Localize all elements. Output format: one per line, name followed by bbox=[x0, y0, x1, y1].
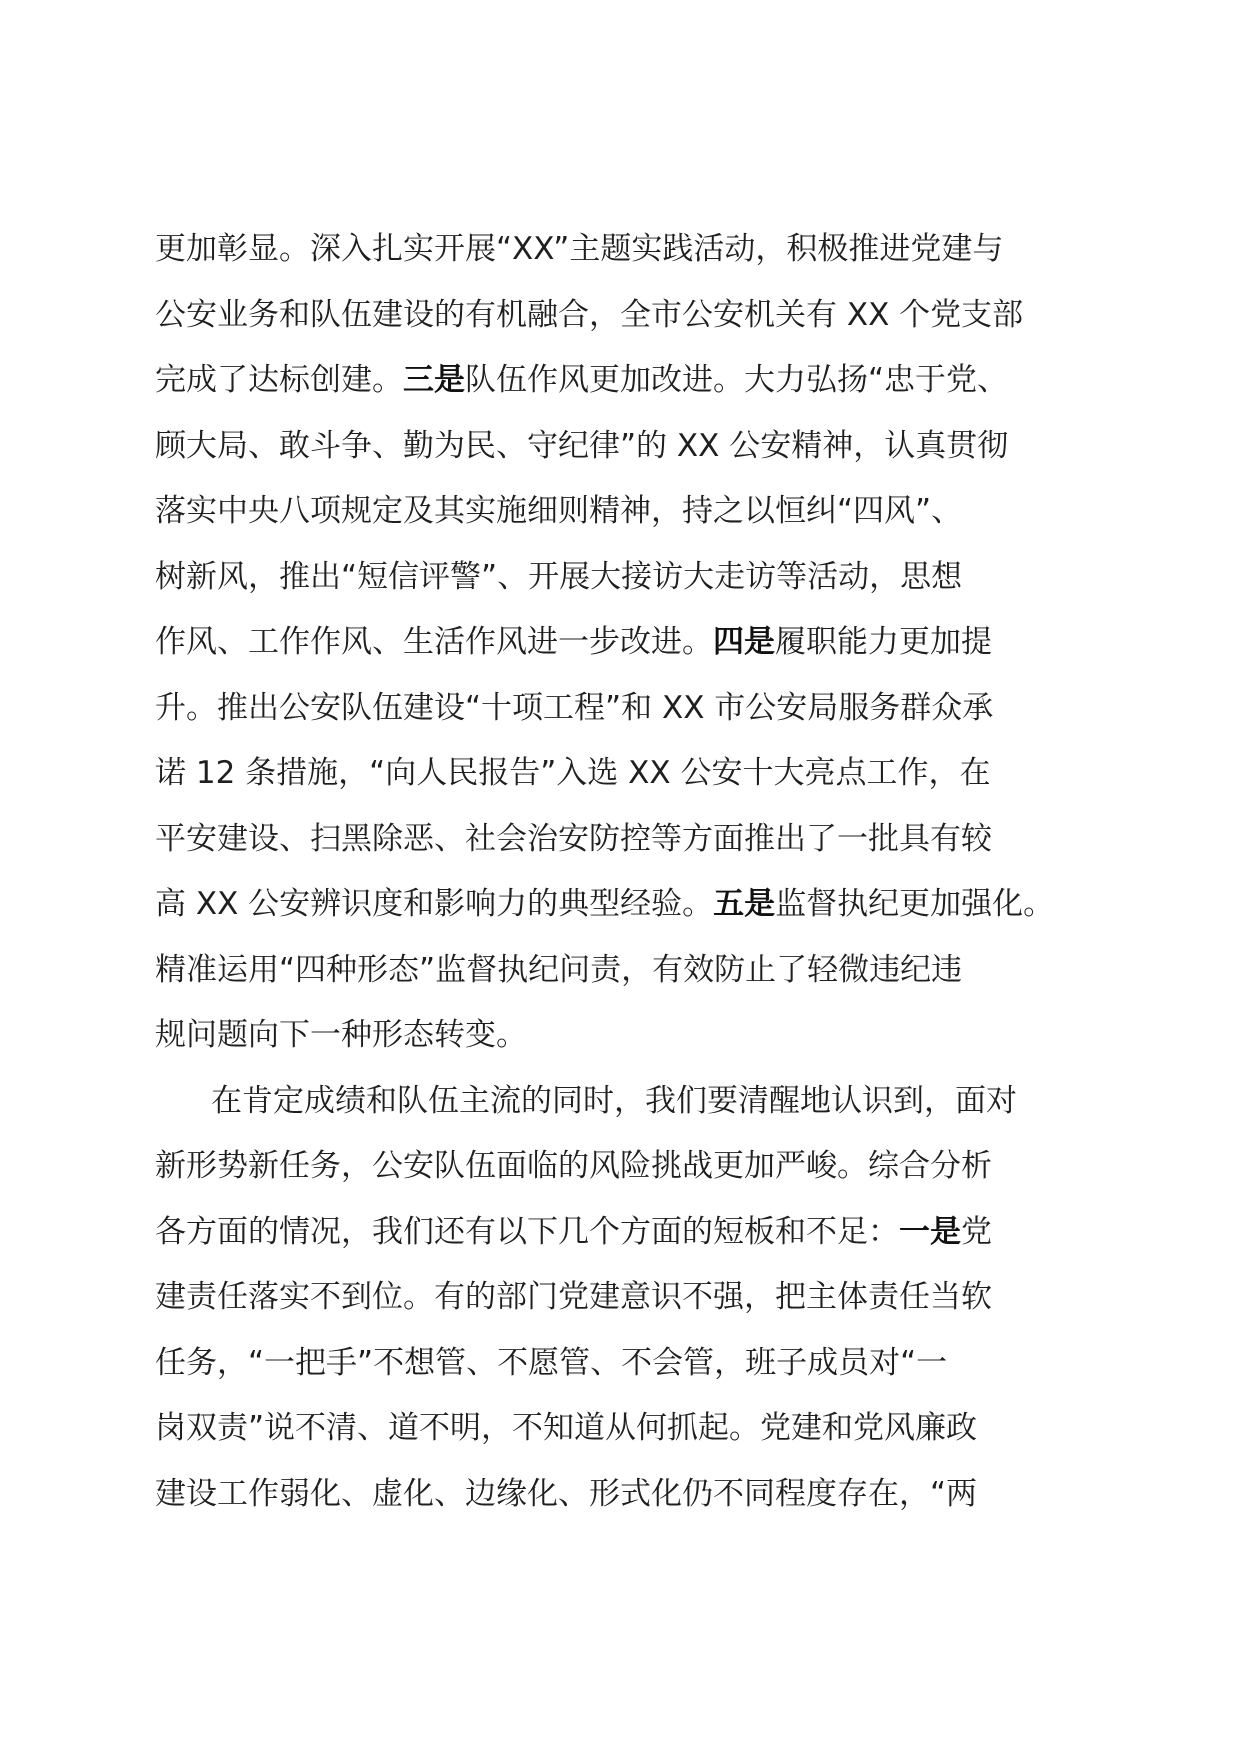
text-line bbox=[155, 1462, 1115, 1528]
text-run: 升。推出公安队伍建设“十项工程”和 XX 市公安局服务群众承 bbox=[155, 689, 994, 726]
text-run: 高 XX 公安辨识度和影响力的典型经验。 bbox=[155, 886, 714, 922]
text-line bbox=[155, 741, 1115, 807]
text-run: 岗双责”说不清、道不明，不知道从何抓起。党建和党风廉政 bbox=[155, 1410, 978, 1446]
text-run: 公安业务和队伍建设的有机融合，全市公安机关有 XX 个党支部 bbox=[155, 296, 1024, 333]
bold-heading-run: 三是 bbox=[403, 362, 465, 398]
text-run: 新形势新任务，公安队伍面临的风险挑战更加严峻。综合分析 bbox=[155, 1148, 992, 1184]
bold-heading-run: 一是 bbox=[899, 1213, 961, 1250]
text-run: 更加彰显。深入扎实开展“XX”主题实践活动，积极推进党建与 bbox=[155, 231, 1004, 267]
text-line bbox=[155, 1003, 1115, 1069]
text-line bbox=[155, 348, 1115, 414]
text-run: 建责任落实不到位。有的部门党建意识不强，把主体责任当软 bbox=[155, 1279, 992, 1315]
text-run: 任务，“一把手”不想管、不愿管、不会管，班子成员对“一 bbox=[155, 1344, 948, 1381]
text-run: 履职能力更加提 bbox=[775, 624, 992, 660]
text-line bbox=[155, 479, 1115, 545]
text-line bbox=[155, 610, 1115, 676]
text-run: 作风、工作作风、生活作风进一步改进。 bbox=[155, 624, 713, 660]
text-line bbox=[155, 872, 1115, 938]
text-run: 顾大局、敢斗争、勤为民、守纪律”的 XX 公安精神，认真贯彻 bbox=[155, 427, 1009, 464]
paragraph-first-line bbox=[155, 1069, 1115, 1135]
document-body bbox=[155, 217, 1115, 1527]
text-run: 平安建设、扫黑除恶、社会治安防控等方面推出了一批具有较 bbox=[155, 820, 992, 857]
text-line bbox=[155, 283, 1115, 349]
text-run: 在肯定成绩和队伍主流的同时，我们要清醒地认识到，面对 bbox=[211, 1082, 1017, 1119]
text-line bbox=[155, 1331, 1115, 1397]
text-run: 党 bbox=[961, 1213, 992, 1250]
bold-heading-run: 四是 bbox=[713, 624, 775, 660]
text-line bbox=[155, 1134, 1115, 1200]
text-line bbox=[155, 807, 1115, 873]
text-line bbox=[155, 1265, 1115, 1331]
text-line bbox=[155, 217, 1115, 283]
text-run: 规问题向下一种形态转变。 bbox=[155, 1017, 527, 1053]
text-run: 队伍作风更加改进。大力弘扬“忠于党、 bbox=[465, 362, 1009, 398]
text-line bbox=[155, 676, 1115, 742]
text-line bbox=[155, 414, 1115, 480]
text-run: 树新风，推出“短信评警”、开展大接访大走访等活动，思想 bbox=[155, 558, 963, 595]
text-line bbox=[155, 938, 1115, 1004]
text-run: 建设工作弱化、虚化、边缘化、形式化仍不同程度存在，“两 bbox=[155, 1475, 978, 1512]
text-run: 各方面的情况，我们还有以下几个方面的短板和不足： bbox=[155, 1213, 899, 1250]
text-run: 完成了达标创建。 bbox=[155, 362, 403, 398]
text-line bbox=[155, 1396, 1115, 1462]
bold-heading-run: 五是 bbox=[713, 886, 776, 922]
text-run: 落实中央八项规定及其实施细则精神，持之以恒纠“四风”、 bbox=[155, 493, 963, 529]
text-run: 精准运用“四种形态”监督执纪问责，有效防止了轻微违纪违 bbox=[155, 951, 963, 988]
text-line bbox=[155, 1200, 1115, 1266]
text-run: 诺 12 条措施，“向人民报告”入选 XX 公安十大亮点工作，在 bbox=[155, 755, 991, 791]
text-run: 监督执纪更加强化。 bbox=[775, 886, 1055, 922]
text-line bbox=[155, 545, 1115, 611]
